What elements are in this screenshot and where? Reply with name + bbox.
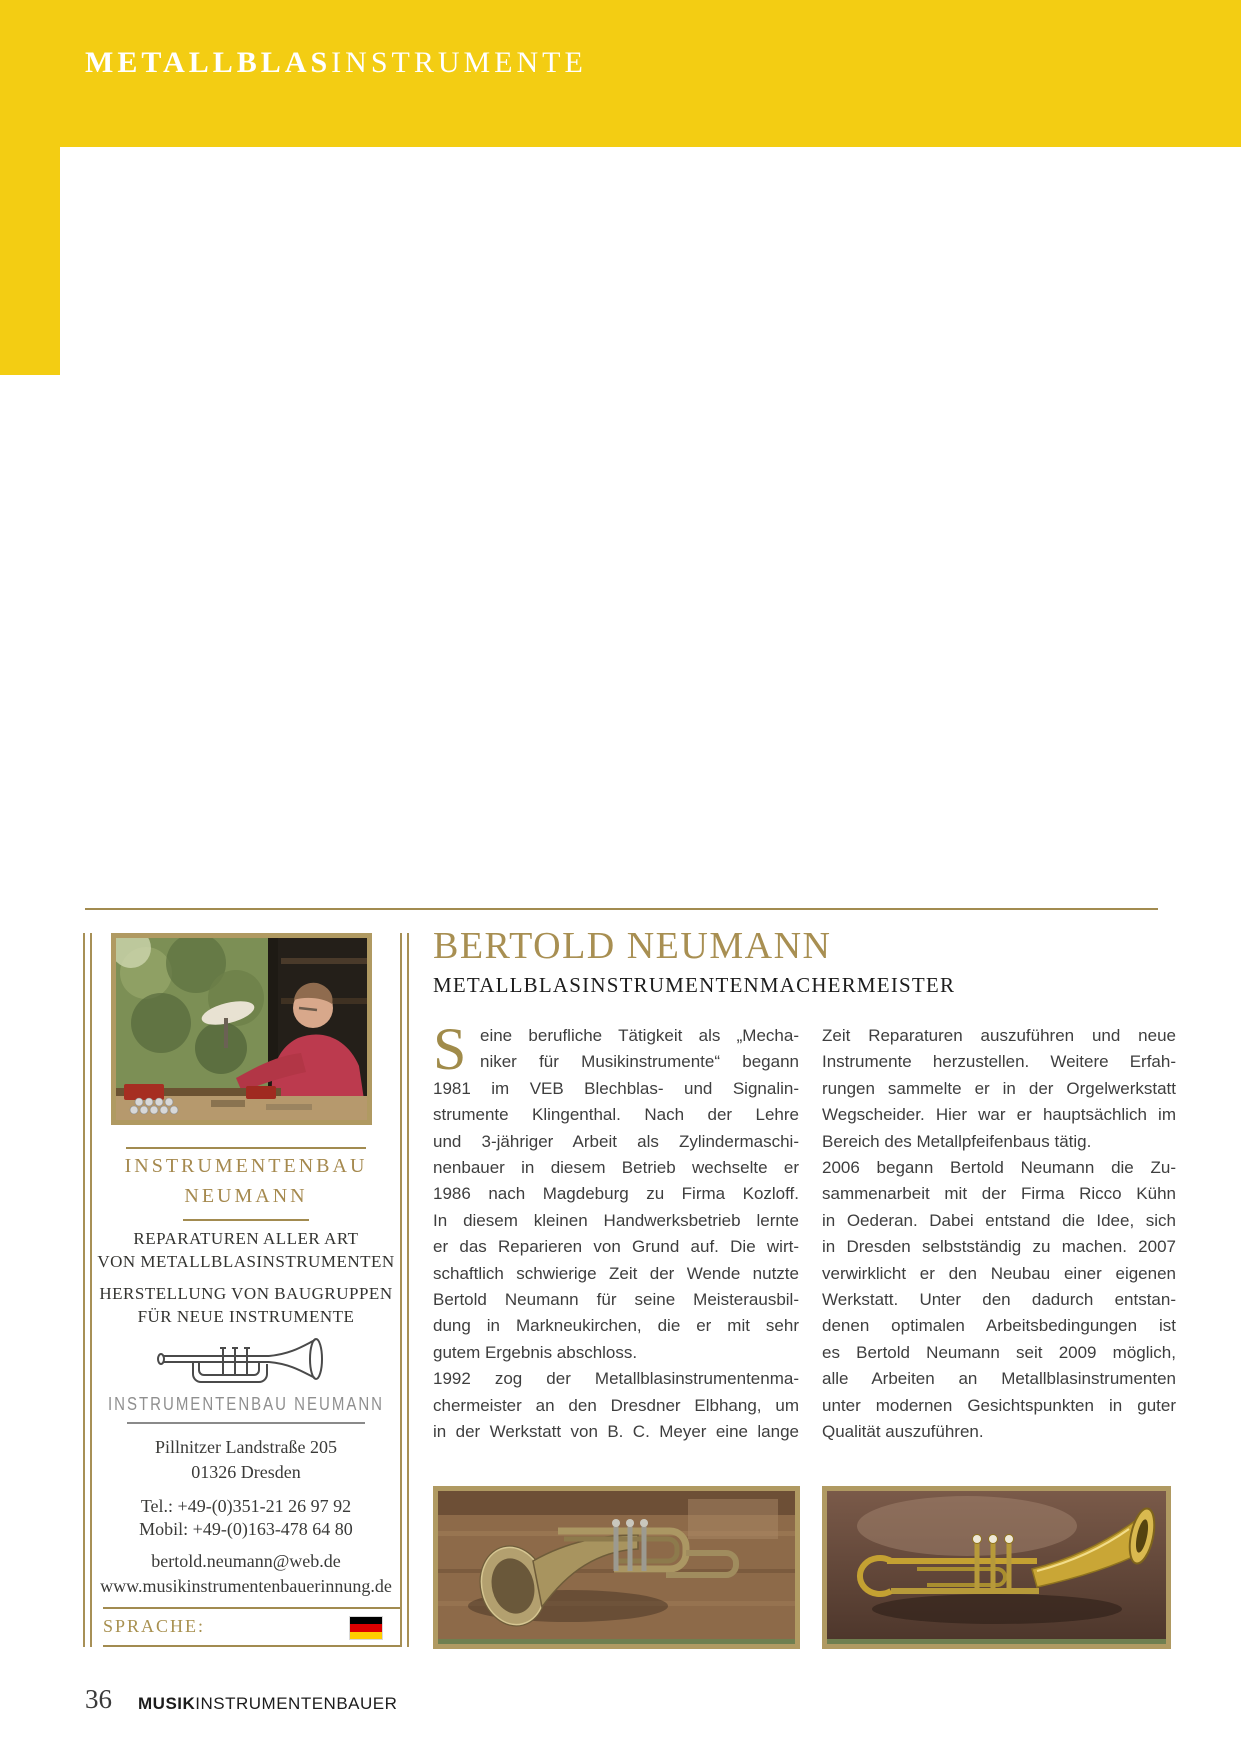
footer-brand <box>138 1694 397 1714</box>
email-address: bertold.neumann@web.de <box>151 1551 341 1571</box>
body-text-line: rungen sammelte er in der Orgelwerkstatt <box>822 1078 1176 1098</box>
language-label: SPRACHE: <box>103 1616 206 1636</box>
body-text-line: eine berufliche Tätigkeit als „Mecha- <box>480 1026 799 1045</box>
trumpet-line-logo <box>84 1332 408 1395</box>
page-title-bold: METALLBLAS <box>85 46 332 79</box>
page-title-regular: INSTRUMENTE <box>331 46 587 79</box>
page-title <box>85 46 587 80</box>
body-text-line: 2006 begann Bertold Neumann die Zu- <box>822 1158 1176 1178</box>
body-text-line: Qualität auszuführen. <box>822 1422 984 1442</box>
body-text-line: 1992 zog der Metallblasinstrumentenma- <box>433 1369 799 1389</box>
photo-old-trumpet <box>433 1486 800 1649</box>
website-url: www.musikinstrumentenbauerinnung.de <box>100 1576 392 1596</box>
language-rule-bottom <box>103 1645 400 1647</box>
body-text-line: chermeister an den Dresdner Elbhang, um <box>433 1395 799 1415</box>
flag-stripe-red <box>350 1624 382 1631</box>
service-text: FÜR NEUE INSTRUMENTE <box>137 1307 355 1326</box>
service-text: HERSTELLUNG VON BAUGRUPPEN <box>99 1284 393 1303</box>
old-trumpet-illustration <box>438 1491 795 1639</box>
sidebar-rule-middle <box>183 1219 309 1221</box>
company-name-line2: NEUMANN <box>184 1185 308 1207</box>
photo-gold-trumpet <box>822 1486 1171 1649</box>
trumpet-logo-drawing <box>151 1332 341 1390</box>
footer-brand-bold: MUSIK <box>138 1694 196 1713</box>
address-street: Pillnitzer Landstraße 205 <box>155 1437 337 1457</box>
body-text-line: in Dresden selbstständig zu machen. 2007 <box>822 1237 1176 1257</box>
address-city: 01326 Dresden <box>191 1462 301 1482</box>
service-text: VON METALLBLASINSTRUMENTEN <box>97 1252 395 1271</box>
body-text-line: er das Reparieren von Grund auf. Die wirt- <box>433 1237 799 1257</box>
body-text-line: denen optimalen Arbeitsbedingungen ist <box>822 1316 1176 1336</box>
sidebar <box>84 933 408 1647</box>
body-text-line: Bereich des Metallpfeifenbaus tätig. <box>822 1131 1092 1151</box>
mobile-number: Mobil: +49-(0)163-478 64 80 <box>139 1519 353 1539</box>
flag-stripe-gold <box>350 1632 382 1639</box>
body-text-line: gutem Ergebnis abschloss. <box>433 1342 638 1362</box>
drop-cap: S <box>433 1016 467 1082</box>
phone-number: Tel.: +49-(0)351-21 26 97 92 <box>140 1496 352 1516</box>
body-text-line: Wegscheider. Hier war er hauptsächlich im <box>822 1105 1176 1125</box>
german-flag-icon <box>350 1617 382 1639</box>
body-column-1 <box>433 1016 799 1446</box>
body-text-line: in Oederan. Dabei entstand die Idee, sich <box>822 1210 1176 1230</box>
body-text-line: dung in Markneukirchen, die er mit sehr <box>433 1316 799 1336</box>
footer-brand-regular: INSTRUMENTENBAUER <box>195 1694 398 1713</box>
body-text-line: Bertold Neumann für seine Meisterausbil- <box>433 1290 799 1310</box>
body-text-line: schaftlich schwierige Zeit der Wende nutzte <box>433 1263 799 1283</box>
body-text-line: Werkstatt. Unter den dadurch entstan- <box>822 1290 1176 1310</box>
body-text-line: sammenarbeit mit der Firma Ricco Kühn <box>822 1184 1176 1204</box>
body-column-2 <box>822 1023 1176 1446</box>
logo-underline <box>127 1422 365 1424</box>
body-text-line: und 3-jähriger Arbeit als Zylindermaschi- <box>433 1131 799 1151</box>
sidebar-rule-top <box>126 1147 366 1149</box>
body-text-line: In diesem kleinen Handwerksbetrieb lernte <box>433 1210 799 1230</box>
body-text-line: 1986 nach Magdeburg zu Firma Kozloff. <box>433 1184 799 1204</box>
body-text-line: Instrumente herzustellen. Weitere Erfah- <box>822 1052 1176 1072</box>
body-text-line: nenbauer in diesem Betrieb wechselte er <box>433 1158 799 1178</box>
body-text-line: niker für Musikinstrumente“ begann <box>480 1052 799 1072</box>
body-text-line: unter modernen Gesichtspunkten in guter <box>822 1395 1176 1415</box>
gold-trumpet-illustration <box>827 1491 1166 1639</box>
service-text: REPARATUREN ALLER ART <box>133 1229 359 1248</box>
body-text-line: in der Werkstatt von B. C. Meyer eine lange <box>433 1422 799 1442</box>
body-text-line: es Bertold Neumann seit 2009 möglich, <box>822 1342 1176 1362</box>
article-profession: METALLBLASINSTRUMENTENMACHERMEISTER <box>433 973 956 997</box>
company-logo-text: INSTRUMENTENBAU NEUMANN <box>107 1393 384 1416</box>
body-text-line: 1981 im VEB Blechblas- und Signalin- <box>433 1078 799 1098</box>
flag-stripe-black <box>350 1617 382 1624</box>
company-name-line1: INSTRUMENTENBAU <box>124 1155 368 1177</box>
article-name: BERTOLD NEUMANN <box>433 925 832 967</box>
body-text-line: verwirklicht er den Neubau einer eigenen <box>822 1263 1176 1283</box>
divider-rule <box>85 908 1158 910</box>
yellow-left-strip <box>0 0 60 375</box>
workshop-portrait-illustration <box>116 938 367 1120</box>
portrait-photo <box>111 933 372 1125</box>
body-text-line: Zeit Reparaturen auszuführen und neue <box>822 1026 1176 1045</box>
body-text-line: strumente Klingenthal. Nach der Lehre <box>433 1105 799 1125</box>
language-rule-top <box>103 1607 400 1609</box>
page-number: 36 <box>85 1684 112 1714</box>
body-text-line: alle Arbeiten an Metallblasinstrumenten <box>822 1369 1176 1389</box>
